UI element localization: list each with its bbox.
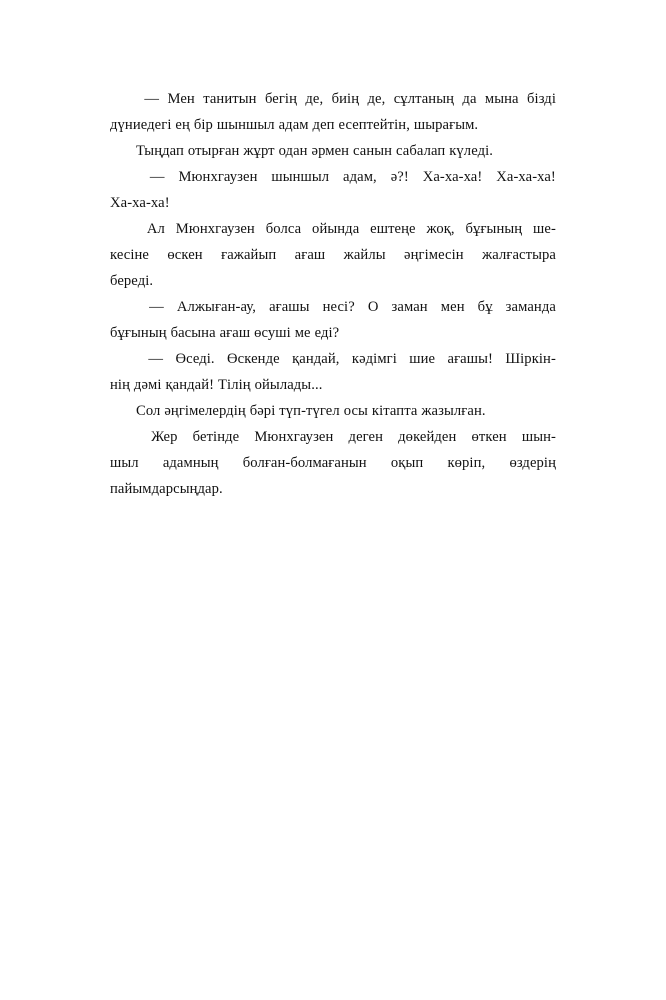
word: шыншыл bbox=[271, 169, 330, 185]
word: өткен bbox=[471, 429, 507, 445]
word: жоқ, bbox=[426, 221, 455, 237]
word: ағаш bbox=[294, 247, 326, 263]
em-dash: — bbox=[149, 169, 165, 185]
text-line bbox=[110, 320, 556, 346]
text-line bbox=[110, 450, 556, 476]
word: күледі. bbox=[449, 143, 494, 159]
word: бұғының bbox=[110, 325, 167, 341]
first-line-indent bbox=[110, 138, 136, 164]
page-text-block bbox=[110, 86, 556, 502]
word: кесіне bbox=[110, 247, 149, 263]
paragraph bbox=[110, 294, 556, 346]
first-line-indent bbox=[110, 216, 136, 242]
word: еді? bbox=[314, 325, 340, 341]
word: де, bbox=[305, 91, 324, 107]
word: Ха-ха-ха! bbox=[110, 195, 170, 211]
text-line bbox=[110, 190, 556, 216]
word: де, bbox=[367, 91, 386, 107]
word: Мюнхгаузен bbox=[254, 429, 334, 445]
word: ештеңе bbox=[370, 221, 416, 237]
word: адам bbox=[278, 117, 309, 133]
word: бетінде bbox=[192, 429, 240, 445]
word: әңгімелердің bbox=[164, 403, 246, 419]
word: көріп, bbox=[447, 455, 486, 471]
text-line bbox=[110, 164, 556, 190]
word: О bbox=[367, 299, 379, 315]
word: есептейтін, bbox=[338, 117, 410, 133]
word: сабалап bbox=[396, 143, 446, 159]
word: несі? bbox=[322, 299, 355, 315]
word: одан bbox=[278, 143, 308, 159]
word: Ха-ха-ха! bbox=[496, 169, 556, 185]
word: ағашы! bbox=[447, 351, 493, 367]
word: бұғының bbox=[465, 221, 523, 237]
word: заман bbox=[391, 299, 428, 315]
word: нің bbox=[110, 377, 130, 393]
word: Өседі. bbox=[175, 351, 215, 367]
text-line bbox=[110, 138, 556, 164]
word: дөкейден bbox=[398, 429, 457, 445]
word: осы bbox=[343, 403, 368, 419]
word: Тілің bbox=[218, 377, 251, 393]
word: биің bbox=[331, 91, 360, 107]
word: сұлтаның bbox=[393, 91, 455, 107]
first-line-indent bbox=[110, 164, 136, 190]
word: түп-түгел bbox=[279, 403, 340, 419]
first-line-indent bbox=[110, 86, 136, 112]
text-line bbox=[110, 268, 556, 294]
word: жазылған. bbox=[421, 403, 486, 419]
word: мен bbox=[440, 299, 465, 315]
word: деп bbox=[312, 117, 335, 133]
word: болса bbox=[265, 221, 302, 237]
word: әрмен bbox=[311, 143, 350, 159]
word: бегің bbox=[264, 91, 297, 107]
first-line-indent bbox=[110, 294, 136, 320]
word: бәрі bbox=[249, 403, 276, 419]
paragraph bbox=[110, 346, 556, 398]
word: Мюнхгаузен bbox=[175, 221, 255, 237]
word: жалғастыра bbox=[482, 247, 556, 263]
text-line bbox=[110, 112, 556, 138]
em-dash: — bbox=[144, 91, 160, 107]
word: Ал bbox=[146, 221, 165, 237]
text-line bbox=[110, 86, 556, 112]
paragraph bbox=[110, 164, 556, 216]
word: адам, bbox=[343, 169, 377, 185]
text-line bbox=[110, 294, 556, 320]
word: өскен bbox=[167, 247, 203, 263]
text-line bbox=[110, 346, 556, 372]
word: санын bbox=[353, 143, 393, 159]
word: Жер bbox=[151, 429, 178, 445]
paragraph bbox=[110, 424, 556, 502]
word: өздерің bbox=[509, 455, 556, 471]
word: ойылады... bbox=[254, 377, 323, 393]
word: шыншыл bbox=[216, 117, 275, 133]
em-dash: — bbox=[149, 299, 164, 315]
text-line bbox=[110, 372, 556, 398]
paragraph bbox=[110, 86, 556, 138]
word: қандай! bbox=[165, 377, 215, 393]
first-line-indent bbox=[110, 398, 136, 424]
word: мына bbox=[484, 91, 519, 107]
paragraph bbox=[110, 138, 556, 164]
word: ше- bbox=[533, 221, 556, 237]
word: пайымдарсыңдар. bbox=[110, 481, 223, 497]
word: ойында bbox=[312, 221, 360, 237]
word: отырған bbox=[187, 143, 240, 159]
word: шын- bbox=[521, 429, 556, 445]
word: басына bbox=[170, 325, 216, 341]
word: жайлы bbox=[343, 247, 386, 263]
text-line bbox=[110, 476, 556, 502]
text-line bbox=[110, 216, 556, 242]
word: бұ bbox=[477, 299, 493, 315]
word: әңгімесін bbox=[404, 247, 464, 263]
word: болған-болмағанын bbox=[242, 455, 367, 471]
word: береді. bbox=[110, 273, 154, 289]
first-line-indent bbox=[110, 346, 136, 372]
word: ағаш bbox=[219, 325, 251, 341]
word: өсуші bbox=[254, 325, 291, 341]
word: Ха-ха-ха! bbox=[422, 169, 483, 185]
first-line-indent bbox=[110, 424, 136, 450]
paragraph bbox=[110, 216, 556, 294]
word: ә?! bbox=[390, 169, 409, 185]
word: бір bbox=[193, 117, 213, 133]
word: Алжыған-ау, bbox=[176, 299, 256, 315]
word: деген bbox=[348, 429, 384, 445]
text-line bbox=[110, 242, 556, 268]
word: заманда bbox=[505, 299, 556, 315]
word: Тыңдап bbox=[136, 143, 184, 159]
word: дәмі bbox=[133, 377, 162, 393]
text-line bbox=[110, 398, 556, 424]
word: қандай, bbox=[292, 351, 340, 367]
em-dash: — bbox=[148, 351, 164, 367]
word: шырағым. bbox=[413, 117, 479, 133]
word: бізді bbox=[527, 91, 556, 107]
word: оқып bbox=[390, 455, 424, 471]
word: Шіркін- bbox=[505, 351, 556, 367]
word: дүниедегі bbox=[110, 117, 172, 133]
word: Мюнхгаузен bbox=[178, 169, 258, 185]
word: ағашы bbox=[269, 299, 310, 315]
text-line bbox=[110, 424, 556, 450]
paragraph bbox=[110, 398, 556, 424]
word: адамның bbox=[162, 455, 219, 471]
word: ме bbox=[294, 325, 311, 341]
word: ғажайып bbox=[221, 247, 277, 263]
word: танитын bbox=[203, 91, 257, 107]
word: Мен bbox=[167, 91, 195, 107]
word: ең bbox=[175, 117, 190, 133]
word: шие bbox=[409, 351, 436, 367]
word: да bbox=[462, 91, 477, 107]
word: Өскенде bbox=[227, 351, 280, 367]
word: Сол bbox=[136, 403, 161, 419]
word: кітапта bbox=[371, 403, 418, 419]
word: шыл bbox=[110, 455, 139, 471]
word: жұрт bbox=[243, 143, 275, 159]
word: кәдімгі bbox=[351, 351, 397, 367]
